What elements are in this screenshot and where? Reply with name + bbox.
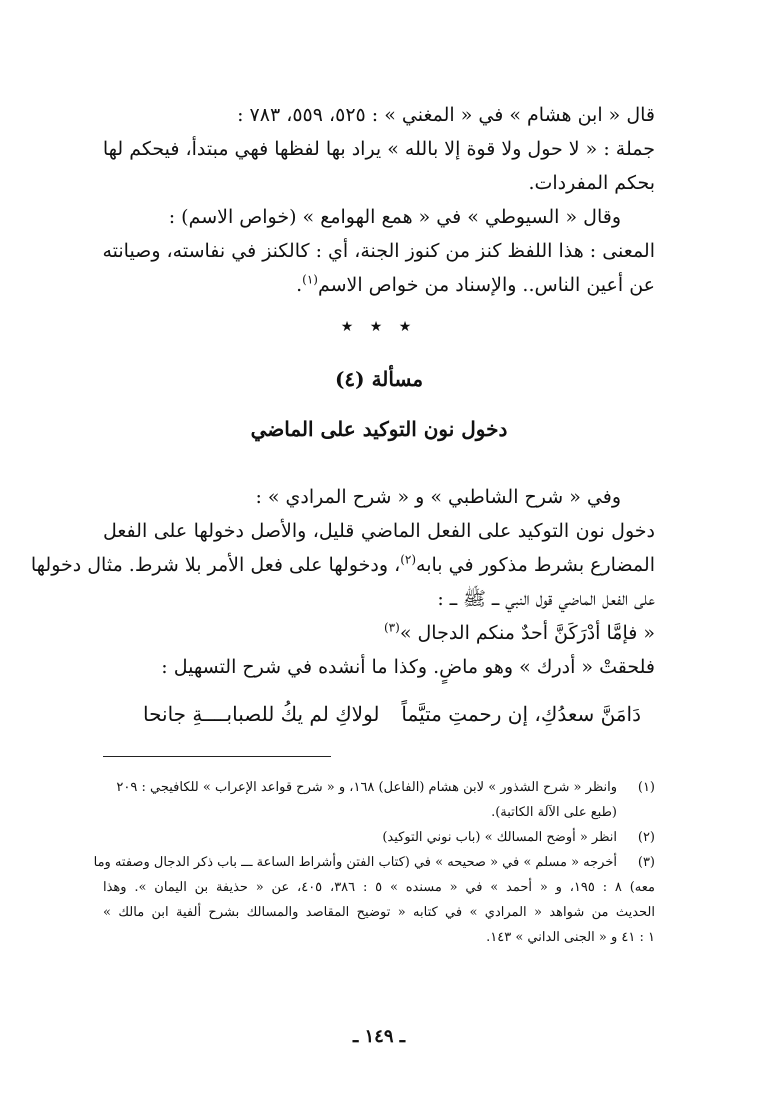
page-number: ـ ١٤٩ ـ <box>352 1026 406 1047</box>
body-line-3 <box>30 548 655 582</box>
body-line-1: وفي « شرح الشاطبي » و « شرح المرادي » : <box>255 486 621 508</box>
footnote-1-line-2: (طبع على الآلة الكاتبة). <box>491 805 617 820</box>
footnote-2-number: (٢) <box>637 830 655 845</box>
intro-line-1: قال « ابن هشام » في « المغني » : ٥٢٥، ٥٥٩، ٧٨٣ : <box>237 104 655 126</box>
footnote-2-line-1: انظر « أوضح المسالك » (باب نوني التوكيد) <box>382 830 617 845</box>
intro-line-6-end: . <box>296 274 303 296</box>
intro-line-5: المعنى : هذا اللفظ كنز من كنوز الجنة، أي : كالكنز في نفاسته، وصيانته <box>102 240 655 262</box>
footnote-ref-3[interactable]: (٣) <box>383 620 400 635</box>
footnotes <box>93 775 655 950</box>
footnote-divider <box>103 756 331 757</box>
section-title: مسألة (٤) <box>334 367 424 391</box>
footnote-3-line-2: معه) ٨ : ١٩٥، و « أحمد » في « مسنده » ٥ : ٣٨٦، ٤٠٥، عن « حذيفة بن اليمان ». وهذا <box>103 880 655 895</box>
body-line-3a: المضارع بشرط مذكور في بابه <box>416 554 655 576</box>
intro-line-6-text: عن أعين الناس.. والإسناد من خواص الاسم <box>317 274 655 296</box>
body-line-2: دخول نون التوكيد على الفعل الماضي قليل، والأصل دخولها على الفعل <box>103 520 655 542</box>
intro-line-2: جملة : « لا حول ولا قوة إلا بالله » يراد بها لفظها فهي مبتدأ، فيحكم لها <box>102 138 655 160</box>
footnote-1 <box>103 775 655 800</box>
footnote-2 <box>103 825 655 850</box>
footnote-1-line-1: وانظر « شرح الشذور » لابن هشام (الفاعل) ١٦٨، و « شرح قواعد الإعراب » للكافيجي : ٢٠٩ <box>116 780 617 795</box>
intro-line-4: وقال « السيوطي » في « همع الهوامع » (خواص الاسم) : <box>168 206 621 228</box>
section-subtitle: دخول نون التوكيد على الماضي <box>250 417 508 441</box>
hadith-quote: « فإمَّا أدْرَكَنَّ أحدٌ منكم الدجال » <box>399 622 655 644</box>
intro-line-3: بحكم المفردات. <box>528 172 655 194</box>
footnote-3-number: (٣) <box>637 855 655 870</box>
footnote-3-line-1: أخرجه « مسلم » في « صحيحه » في (كتاب الفتن وأشراط الساعة ـــ باب ذكر الدجال وصفته وما <box>93 855 617 870</box>
intro-line-6 <box>103 268 655 302</box>
body-line-6: فلحقتْ « أدرك » وهو ماضٍ. وكذا ما أنشده في شرح التسهيل : <box>161 656 655 678</box>
body-line-3b: ، ودخولها على فعل الأمر بلا شرط. مثال دخولها <box>30 554 401 576</box>
footnote-3-line-4: ١ : ٤١ و « الجنى الداني » ١٤٣. <box>486 930 655 945</box>
page-content <box>30 98 655 950</box>
body-line-5 <box>103 616 655 650</box>
footnote-ref-2[interactable]: (٢) <box>400 552 417 567</box>
section-separator: ★ ★ ★ <box>340 319 418 335</box>
verse-first-hemistich: دَامَنَّ سعدُكِ، إن رحمتِ متيَّماً <box>401 702 641 726</box>
footnote-ref-1[interactable]: (١) <box>302 272 318 287</box>
body-line-4: على الفعل الماضي قول النبي ـــ ﷺ ـــ : <box>437 588 655 610</box>
footnote-3 <box>93 850 655 875</box>
poetry-verse <box>103 694 655 734</box>
footnote-1-number: (١) <box>637 780 655 795</box>
verse-second-hemistich: لولاكِ لم يكُ للصبابــــةِ جانحا <box>143 702 380 726</box>
footnote-3-line-3: الحديث من شواهد « المرادي » في كتابه « توضيح المقاصد والمسالك بشرح ألفية ابن مالك » <box>103 905 655 920</box>
